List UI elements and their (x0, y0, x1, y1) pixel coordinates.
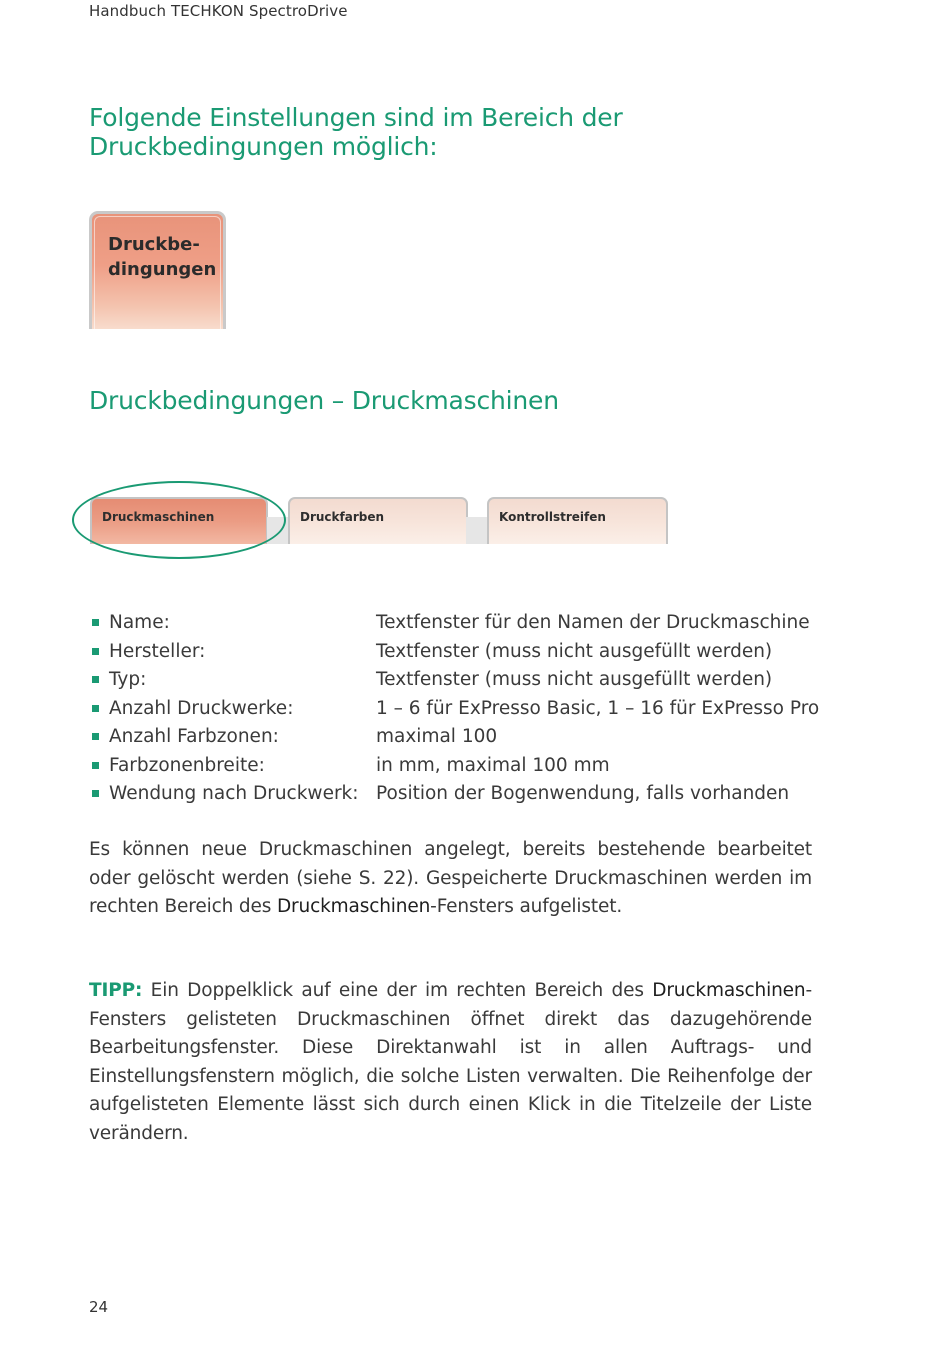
bullet-square-icon (92, 705, 99, 712)
druckbedingungen-button[interactable] (89, 211, 226, 329)
list-item-description: maximal 100 (376, 726, 498, 747)
list-item (89, 638, 849, 667)
list-item (89, 666, 849, 695)
bullet-square-icon (92, 619, 99, 626)
window-name-emphasis: Druckmaschinen (652, 980, 806, 1001)
list-item-description: Textfenster (muss nicht ausgefüllt werden) (376, 640, 773, 662)
list-item-term: Wendung nach Druckwerk: (109, 783, 359, 804)
list-item (89, 695, 849, 724)
bullet-square-icon (92, 733, 99, 740)
tip-paragraph (89, 977, 812, 1148)
tab-druckfarben[interactable] (288, 497, 468, 544)
list-item (89, 609, 849, 638)
paragraph-text: -Fensters aufgelistet. (430, 896, 623, 917)
tab-label: Druckfarben (300, 510, 385, 524)
paragraph-text: -Fensters gelisteten Druckmaschinen öffnet direkt das dazugehörende Bearbeitungsfenster. Diese Direktanwahl ist in allen Auftrags- und Einstellungsfenstern möglich, die solche Listen verwalten. Die Reihenfolge der aufgelisteten Elemente lässt sich durch einen Klick in die Titelzeile der Liste verändern. (89, 980, 812, 1144)
list-item (89, 752, 849, 781)
list-item-description: Textfenster für den Namen der Druckmaschine (376, 612, 810, 633)
list-item (89, 780, 849, 809)
settings-list (89, 609, 849, 809)
druckbedingungen-button-label: Druckbe- dingungen (108, 234, 217, 280)
running-head: Handbuch TECHKON SpectroDrive (89, 2, 348, 20)
list-item-term: Hersteller: (109, 640, 206, 662)
section-heading: Druckbedingungen – Druckmaschinen (89, 386, 559, 415)
window-name-emphasis: Druckmaschinen (276, 896, 431, 917)
paragraph-text: Es können neue Druckmaschinen angelegt, bereits bestehende bearbeitet oder gelöscht werden (siehe S. 22). Gespeicherte Druckmaschinen werden im rechten Bereich des (89, 839, 812, 917)
tip-label: TIPP: (89, 980, 143, 1001)
list-item-term: Name: (109, 612, 170, 633)
list-item (89, 723, 849, 752)
tab-label: Druckmaschinen (102, 510, 215, 524)
list-item-description: 1 – 6 für ExPresso Basic, 1 – 16 für ExPresso Pro (376, 697, 820, 719)
page-title: Folgende Einstellungen sind im Bereich der Druckbedingungen möglich: (89, 103, 623, 161)
bullet-square-icon (92, 790, 99, 797)
highlight-ellipse (72, 481, 286, 559)
page-number: 24 (89, 1298, 109, 1316)
list-item-description: in mm, maximal 100 mm (376, 754, 610, 776)
tab-separator (466, 517, 488, 544)
list-item-term: Anzahl Farbzonen: (109, 726, 279, 747)
list-item-term: Anzahl Druckwerke: (109, 697, 294, 719)
bullet-square-icon (92, 676, 99, 683)
tab-label: Kontrollstreifen (499, 510, 606, 524)
bullet-square-icon (92, 648, 99, 655)
paragraph-text: Ein Doppelklick auf eine der im rechten Bereich des (142, 980, 653, 1001)
bullet-square-icon (92, 762, 99, 769)
list-item-term: Farbzonenbreite: (109, 754, 265, 776)
list-item-term: Typ: (109, 669, 147, 690)
body-paragraph (89, 836, 812, 922)
list-item-description: Position der Bogenwendung, falls vorhanden (376, 783, 790, 804)
tab-kontrollstreifen[interactable] (487, 497, 668, 544)
list-item-description: Textfenster (muss nicht ausgefüllt werden) (376, 669, 773, 690)
